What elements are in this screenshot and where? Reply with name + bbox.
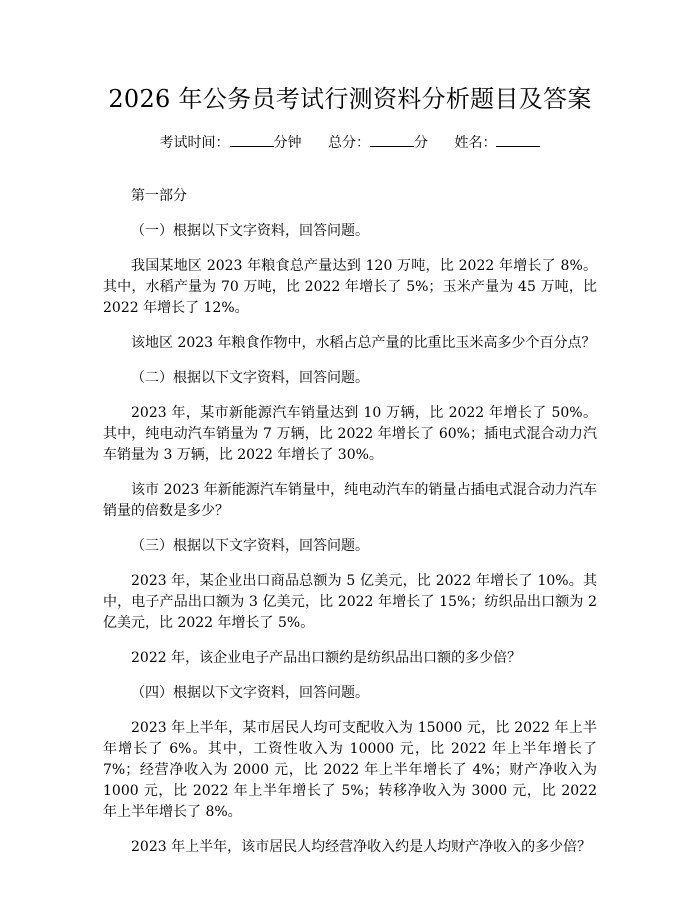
section-heading: （二）根据以下文字资料，回答问题。 bbox=[131, 370, 369, 386]
exam-time-field bbox=[160, 132, 302, 153]
exam-time-label: 考试时间： bbox=[159, 135, 230, 151]
total-score-label: 总分： bbox=[328, 135, 370, 151]
document-title: 2026 年公务员考试行测资料分析题目及答案 bbox=[108, 85, 592, 113]
exam-time-unit: 分钟 bbox=[273, 135, 302, 151]
document-body bbox=[103, 186, 597, 858]
section-heading: （四）根据以下文字资料，回答问题。 bbox=[131, 685, 369, 701]
total-score-unit: 分 bbox=[414, 135, 428, 151]
section-heading: （一）根据以下文字资料，回答问题。 bbox=[131, 223, 369, 239]
total-score-blank bbox=[370, 132, 414, 147]
section-material: 2023 年，某企业出口商品总额为 5 亿美元，比 2022 年增长了 10%。其中，电子产品出口额为 3 亿美元，比 2022 年增长了 15%；纺织品出口额为 2 亿美元，比 2022 年增长了 5%。 bbox=[103, 573, 597, 631]
section-material: 2023 年，某市新能源汽车销量达到 10 万辆，比 2022 年增长了 50%。其中，纯电动汽车销量为 7 万辆，比 2022 年增长了 60%；插电式混合动力汽车销量为 3 万辆，比 2022 年增长了 30%。 bbox=[103, 405, 597, 463]
name-field bbox=[454, 132, 540, 153]
section-material: 2023 年上半年，某市居民人均可支配收入为 15000 元，比 2022 年上半年增长了 6%。其中，工资性收入为 10000 元，比 2022 年上半年增长了 7%；经营净收入为 2000 元，比 2022 年上半年增长了 4%；财产净收入为 1000 元，比 2022 年上半年增长了 5%；转移净收入为 3000 元，比 2022 年上半年增长了 8%。 bbox=[103, 720, 597, 820]
section-heading: （三）根据以下文字资料，回答问题。 bbox=[131, 538, 369, 554]
section-material: 我国某地区 2023 年粮食总产量达到 120 万吨，比 2022 年增长了 8%。其中，水稻产量为 70 万吨，比 2022 年增长了 5%；玉米产量为 45 万吨，比 2022 年增长了 12%。 bbox=[103, 258, 597, 316]
section-question: 该市 2023 年新能源汽车销量中，纯电动汽车的销量占插电式混合动力汽车销量的倍数是多少？ bbox=[103, 482, 597, 519]
name-label: 姓名： bbox=[454, 135, 497, 151]
exam-time-blank bbox=[230, 132, 274, 147]
name-blank bbox=[496, 132, 540, 147]
section-question: 2023 年上半年，该市居民人均经营净收入约是人均财产净收入的多少倍？ bbox=[131, 839, 592, 855]
section-question: 该地区 2023 年粮食作物中，水稻占总产量的比重比玉米高多少个百分点？ bbox=[131, 335, 596, 351]
section-question: 2022 年，该企业电子产品出口额约是纺织品出口额的多少倍？ bbox=[131, 650, 522, 666]
exam-info-line bbox=[103, 132, 597, 153]
part-heading: 第一部分 bbox=[131, 188, 187, 204]
total-score-field bbox=[328, 132, 428, 153]
